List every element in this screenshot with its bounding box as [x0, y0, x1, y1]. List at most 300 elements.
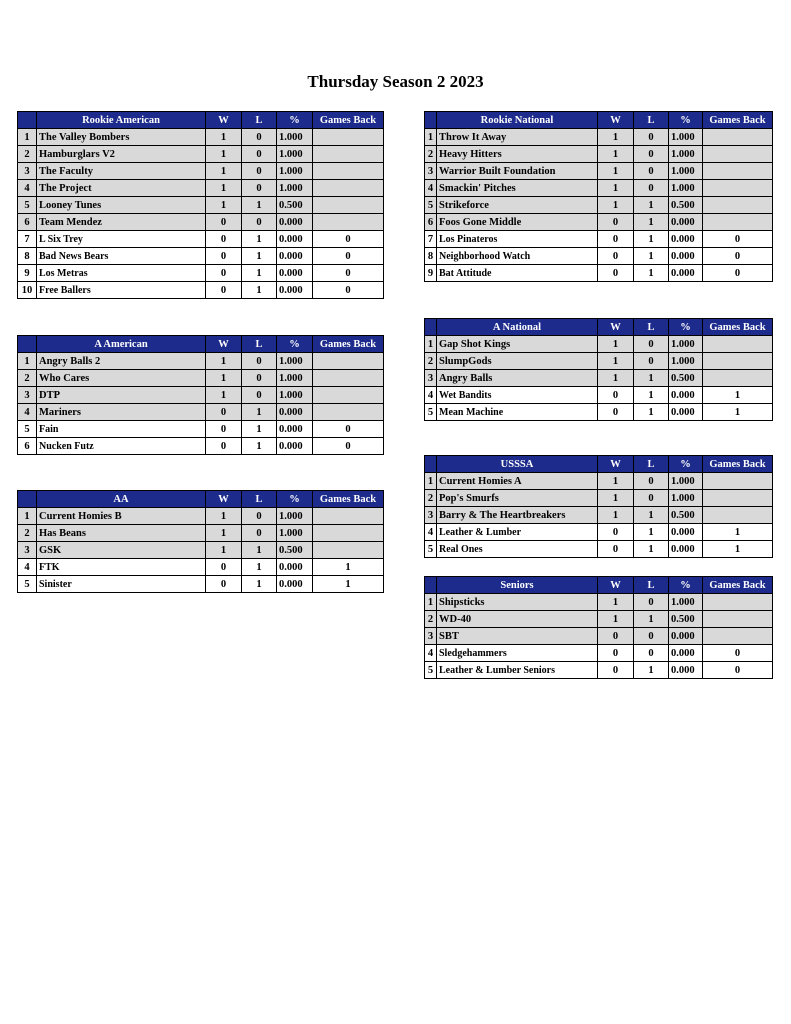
wins-cell: 1	[598, 611, 634, 628]
team-name: Los Metras	[37, 265, 206, 282]
games-back-header: Games Back	[313, 112, 384, 129]
table-row	[18, 197, 384, 214]
wins-cell: 1	[206, 525, 242, 542]
team-name: Angry Balls	[437, 370, 598, 387]
games-back-cell	[703, 129, 773, 146]
team-name: Team Mendez	[37, 214, 206, 231]
table-row	[18, 508, 384, 525]
games-back-cell	[703, 163, 773, 180]
rank-cell: 1	[425, 129, 437, 146]
pct-cell: 0.500	[277, 542, 313, 559]
losses-header: L	[634, 112, 669, 129]
games-back-header: Games Back	[703, 577, 773, 594]
rank-cell: 4	[425, 180, 437, 197]
wins-cell: 1	[206, 163, 242, 180]
pct-cell: 0.000	[277, 421, 313, 438]
rank-cell: 3	[18, 542, 37, 559]
pct-cell: 0.000	[669, 541, 703, 558]
table-row	[425, 146, 773, 163]
pct-cell: 0.000	[669, 265, 703, 282]
losses-cell: 0	[242, 387, 277, 404]
games-back-cell: 0	[703, 248, 773, 265]
pct-cell: 1.000	[669, 490, 703, 507]
losses-cell: 1	[634, 387, 669, 404]
rank-cell: 3	[425, 370, 437, 387]
rank-header	[425, 319, 437, 336]
losses-cell: 1	[242, 576, 277, 593]
table-row	[425, 231, 773, 248]
standings-table-rookie-national	[424, 111, 773, 282]
pct-cell: 1.000	[669, 353, 703, 370]
wins-header: W	[206, 491, 242, 508]
team-name: Shipsticks	[437, 594, 598, 611]
team-name: The Valley Bombers	[37, 129, 206, 146]
games-back-cell: 1	[703, 524, 773, 541]
games-back-cell	[313, 146, 384, 163]
pct-cell: 0.000	[277, 265, 313, 282]
wins-cell: 1	[206, 146, 242, 163]
losses-cell: 1	[634, 265, 669, 282]
pct-cell: 0.000	[669, 214, 703, 231]
games-back-header: Games Back	[703, 319, 773, 336]
table-header-row	[425, 577, 773, 594]
losses-cell: 1	[634, 370, 669, 387]
losses-cell: 0	[634, 129, 669, 146]
pct-cell: 1.000	[669, 180, 703, 197]
games-back-cell: 1	[703, 387, 773, 404]
losses-cell: 0	[242, 163, 277, 180]
pct-cell: 1.000	[277, 353, 313, 370]
wins-cell: 1	[206, 180, 242, 197]
pct-cell: 0.000	[669, 248, 703, 265]
losses-cell: 0	[634, 473, 669, 490]
wins-cell: 0	[598, 214, 634, 231]
wins-cell: 1	[598, 336, 634, 353]
rank-header	[425, 112, 437, 129]
games-back-cell	[703, 146, 773, 163]
losses-header: L	[634, 319, 669, 336]
team-name: Fain	[37, 421, 206, 438]
pct-cell: 0.000	[669, 628, 703, 645]
wins-cell: 1	[598, 490, 634, 507]
wins-cell: 0	[598, 231, 634, 248]
rank-cell: 5	[425, 197, 437, 214]
losses-cell: 1	[634, 662, 669, 679]
losses-cell: 0	[242, 180, 277, 197]
games-back-cell: 0	[703, 231, 773, 248]
rank-cell: 5	[425, 404, 437, 421]
losses-header: L	[242, 491, 277, 508]
table-row	[18, 146, 384, 163]
wins-cell: 0	[598, 248, 634, 265]
wins-header: W	[206, 112, 242, 129]
table-header-row	[425, 456, 773, 473]
table-row	[425, 248, 773, 265]
games-back-header: Games Back	[313, 336, 384, 353]
division-name: AA	[37, 491, 206, 508]
losses-cell: 1	[634, 214, 669, 231]
table-row	[425, 611, 773, 628]
table-row	[425, 490, 773, 507]
games-back-cell	[313, 214, 384, 231]
rank-header	[18, 336, 37, 353]
table-row	[425, 507, 773, 524]
losses-cell: 0	[634, 180, 669, 197]
losses-cell: 1	[242, 282, 277, 299]
rank-cell: 5	[425, 662, 437, 679]
losses-header: L	[242, 112, 277, 129]
losses-cell: 0	[242, 370, 277, 387]
losses-cell: 1	[634, 507, 669, 524]
wins-cell: 1	[206, 353, 242, 370]
rank-header	[425, 577, 437, 594]
wins-cell: 0	[598, 404, 634, 421]
rank-cell: 9	[18, 265, 37, 282]
table-row	[18, 282, 384, 299]
team-name: Leather & Lumber	[437, 524, 598, 541]
games-back-cell: 0	[313, 421, 384, 438]
rank-cell: 6	[18, 214, 37, 231]
losses-cell: 0	[634, 490, 669, 507]
pct-cell: 1.000	[277, 129, 313, 146]
standings-table-a-american	[17, 335, 384, 455]
games-back-cell	[703, 490, 773, 507]
table-row	[425, 353, 773, 370]
games-back-cell	[313, 353, 384, 370]
team-name: DTP	[37, 387, 206, 404]
losses-cell: 0	[242, 214, 277, 231]
rank-cell: 3	[18, 387, 37, 404]
losses-cell: 1	[242, 248, 277, 265]
division-name: Seniors	[437, 577, 598, 594]
pct-cell: 1.000	[277, 387, 313, 404]
wins-cell: 1	[598, 197, 634, 214]
losses-cell: 1	[242, 421, 277, 438]
losses-cell: 1	[242, 542, 277, 559]
pct-cell: 1.000	[277, 370, 313, 387]
pct-cell: 1.000	[277, 525, 313, 542]
team-name: Mean Machine	[437, 404, 598, 421]
games-back-cell	[313, 370, 384, 387]
team-name: Leather & Lumber Seniors	[437, 662, 598, 679]
games-back-cell	[703, 197, 773, 214]
wins-cell: 1	[598, 180, 634, 197]
pct-cell: 1.000	[669, 473, 703, 490]
rank-cell: 6	[425, 214, 437, 231]
wins-cell: 0	[598, 662, 634, 679]
rank-cell: 7	[425, 231, 437, 248]
pct-header: %	[277, 491, 313, 508]
wins-cell: 1	[206, 508, 242, 525]
table-row	[425, 163, 773, 180]
table-row	[425, 129, 773, 146]
games-back-cell: 0	[313, 231, 384, 248]
games-back-cell	[313, 525, 384, 542]
games-back-cell: 0	[703, 645, 773, 662]
table-row	[425, 404, 773, 421]
division-name: Rookie American	[37, 112, 206, 129]
wins-cell: 0	[598, 628, 634, 645]
losses-cell: 1	[242, 231, 277, 248]
pct-cell: 0.000	[277, 404, 313, 421]
rank-cell: 5	[18, 576, 37, 593]
rank-cell: 9	[425, 265, 437, 282]
table-row	[18, 163, 384, 180]
table-row	[425, 336, 773, 353]
wins-header: W	[206, 336, 242, 353]
rank-cell: 7	[18, 231, 37, 248]
games-back-header: Games Back	[703, 112, 773, 129]
losses-header: L	[634, 456, 669, 473]
team-name: Gap Shot Kings	[437, 336, 598, 353]
pct-cell: 1.000	[277, 508, 313, 525]
team-name: SlumpGods	[437, 353, 598, 370]
table-row	[18, 542, 384, 559]
losses-cell: 1	[242, 438, 277, 455]
wins-cell: 1	[206, 387, 242, 404]
table-row	[18, 370, 384, 387]
pct-cell: 0.500	[669, 197, 703, 214]
division-name: Rookie National	[437, 112, 598, 129]
team-name: Current Homies B	[37, 508, 206, 525]
games-back-cell	[313, 404, 384, 421]
losses-header: L	[634, 577, 669, 594]
rank-cell: 1	[425, 473, 437, 490]
team-name: Angry Balls 2	[37, 353, 206, 370]
games-back-cell	[313, 197, 384, 214]
wins-cell: 0	[206, 559, 242, 576]
team-name: Bat Attitude	[437, 265, 598, 282]
wins-cell: 0	[206, 265, 242, 282]
pct-cell: 1.000	[669, 129, 703, 146]
losses-cell: 0	[634, 628, 669, 645]
table-row	[425, 370, 773, 387]
pct-cell: 1.000	[669, 146, 703, 163]
team-name: GSK	[37, 542, 206, 559]
rank-cell: 3	[425, 507, 437, 524]
wins-cell: 0	[206, 438, 242, 455]
wins-cell: 1	[206, 542, 242, 559]
team-name: The Project	[37, 180, 206, 197]
standings-table-aa	[17, 490, 384, 593]
losses-cell: 0	[634, 336, 669, 353]
table-header-row	[425, 112, 773, 129]
table-row	[425, 628, 773, 645]
team-name: Nucken Futz	[37, 438, 206, 455]
pct-header: %	[277, 112, 313, 129]
losses-cell: 1	[634, 231, 669, 248]
games-back-header: Games Back	[703, 456, 773, 473]
wins-cell: 0	[206, 404, 242, 421]
wins-cell: 1	[598, 353, 634, 370]
wins-cell: 1	[206, 129, 242, 146]
pct-cell: 0.000	[669, 404, 703, 421]
table-row	[18, 180, 384, 197]
team-name: Heavy Hitters	[437, 146, 598, 163]
table-row	[425, 594, 773, 611]
games-back-cell	[703, 507, 773, 524]
division-name: A National	[437, 319, 598, 336]
table-row	[18, 353, 384, 370]
losses-cell: 1	[634, 611, 669, 628]
team-name: Has Beans	[37, 525, 206, 542]
games-back-cell: 0	[703, 265, 773, 282]
rank-cell: 1	[18, 129, 37, 146]
team-name: Barry & The Heartbreakers	[437, 507, 598, 524]
pct-cell: 0.000	[669, 645, 703, 662]
games-back-cell	[703, 353, 773, 370]
rank-header	[18, 112, 37, 129]
games-back-cell	[313, 542, 384, 559]
team-name: SBT	[437, 628, 598, 645]
team-name: Smackin' Pitches	[437, 180, 598, 197]
pct-cell: 1.000	[277, 163, 313, 180]
pct-cell: 0.000	[277, 559, 313, 576]
wins-cell: 0	[206, 248, 242, 265]
wins-cell: 1	[598, 129, 634, 146]
pct-cell: 0.000	[669, 387, 703, 404]
rank-cell: 1	[18, 353, 37, 370]
pct-cell: 0.000	[669, 524, 703, 541]
games-back-cell: 0	[313, 438, 384, 455]
rank-cell: 1	[425, 336, 437, 353]
rank-cell: 6	[18, 438, 37, 455]
table-header-row	[18, 491, 384, 508]
games-back-cell	[703, 336, 773, 353]
pct-cell: 0.500	[669, 611, 703, 628]
team-name: FTK	[37, 559, 206, 576]
wins-cell: 0	[598, 541, 634, 558]
rank-cell: 10	[18, 282, 37, 299]
losses-cell: 1	[634, 197, 669, 214]
games-back-cell	[703, 214, 773, 231]
team-name: WD-40	[437, 611, 598, 628]
table-row	[18, 404, 384, 421]
wins-cell: 1	[598, 594, 634, 611]
table-row	[18, 559, 384, 576]
table-row	[425, 662, 773, 679]
division-name: A American	[37, 336, 206, 353]
table-row	[425, 524, 773, 541]
losses-cell: 1	[634, 404, 669, 421]
pct-header: %	[669, 319, 703, 336]
team-name: Mariners	[37, 404, 206, 421]
games-back-cell	[703, 594, 773, 611]
team-name: Warrior Built Foundation	[437, 163, 598, 180]
losses-cell: 1	[242, 197, 277, 214]
team-name: Sinister	[37, 576, 206, 593]
games-back-cell: 1	[703, 541, 773, 558]
losses-cell: 0	[634, 645, 669, 662]
rank-cell: 3	[18, 163, 37, 180]
team-name: L Six Trey	[37, 231, 206, 248]
losses-cell: 1	[634, 248, 669, 265]
wins-cell: 1	[206, 197, 242, 214]
games-back-cell: 1	[313, 559, 384, 576]
table-row	[18, 231, 384, 248]
pct-cell: 0.000	[277, 214, 313, 231]
team-name: Wet Bandits	[437, 387, 598, 404]
team-name: Sledgehammers	[437, 645, 598, 662]
rank-cell: 2	[425, 353, 437, 370]
rank-cell: 1	[18, 508, 37, 525]
team-name: Pop's Smurfs	[437, 490, 598, 507]
team-name: Hamburglars V2	[37, 146, 206, 163]
wins-cell: 1	[598, 163, 634, 180]
pct-cell: 1.000	[277, 146, 313, 163]
losses-cell: 0	[634, 594, 669, 611]
losses-cell: 0	[242, 508, 277, 525]
pct-header: %	[277, 336, 313, 353]
rank-cell: 8	[18, 248, 37, 265]
wins-header: W	[598, 319, 634, 336]
pct-cell: 0.000	[277, 248, 313, 265]
wins-cell: 0	[598, 265, 634, 282]
table-row	[425, 645, 773, 662]
standings-table-rookie-american	[17, 111, 384, 299]
rank-cell: 4	[425, 645, 437, 662]
losses-cell: 0	[242, 525, 277, 542]
table-header-row	[18, 112, 384, 129]
rank-cell: 4	[18, 404, 37, 421]
team-name: Throw It Away	[437, 129, 598, 146]
losses-cell: 0	[634, 163, 669, 180]
games-back-cell: 0	[703, 662, 773, 679]
games-back-cell	[313, 387, 384, 404]
pct-cell: 1.000	[669, 163, 703, 180]
pct-cell: 0.000	[669, 231, 703, 248]
games-back-cell	[703, 611, 773, 628]
table-row	[425, 473, 773, 490]
team-name: Real Ones	[437, 541, 598, 558]
table-row	[425, 214, 773, 231]
games-back-cell	[703, 628, 773, 645]
pct-cell: 0.000	[669, 662, 703, 679]
wins-cell: 0	[598, 524, 634, 541]
games-back-cell: 0	[313, 265, 384, 282]
wins-cell: 0	[206, 282, 242, 299]
wins-header: W	[598, 456, 634, 473]
team-name: Who Cares	[37, 370, 206, 387]
losses-cell: 0	[634, 353, 669, 370]
pct-cell: 0.000	[277, 231, 313, 248]
losses-cell: 1	[634, 524, 669, 541]
rank-cell: 3	[425, 628, 437, 645]
games-back-header: Games Back	[313, 491, 384, 508]
rank-header	[425, 456, 437, 473]
table-row	[425, 197, 773, 214]
table-row	[18, 576, 384, 593]
wins-cell: 0	[206, 421, 242, 438]
wins-cell: 0	[598, 645, 634, 662]
games-back-cell: 0	[313, 248, 384, 265]
table-row	[18, 421, 384, 438]
games-back-cell: 1	[703, 404, 773, 421]
table-header-row	[425, 319, 773, 336]
games-back-cell	[313, 129, 384, 146]
table-row	[425, 180, 773, 197]
table-row	[425, 387, 773, 404]
wins-cell: 0	[206, 231, 242, 248]
table-row	[18, 438, 384, 455]
losses-cell: 1	[242, 404, 277, 421]
table-row	[18, 525, 384, 542]
rank-cell: 4	[18, 180, 37, 197]
pct-cell: 1.000	[669, 594, 703, 611]
pct-header: %	[669, 456, 703, 473]
games-back-cell	[313, 180, 384, 197]
losses-cell: 1	[634, 541, 669, 558]
